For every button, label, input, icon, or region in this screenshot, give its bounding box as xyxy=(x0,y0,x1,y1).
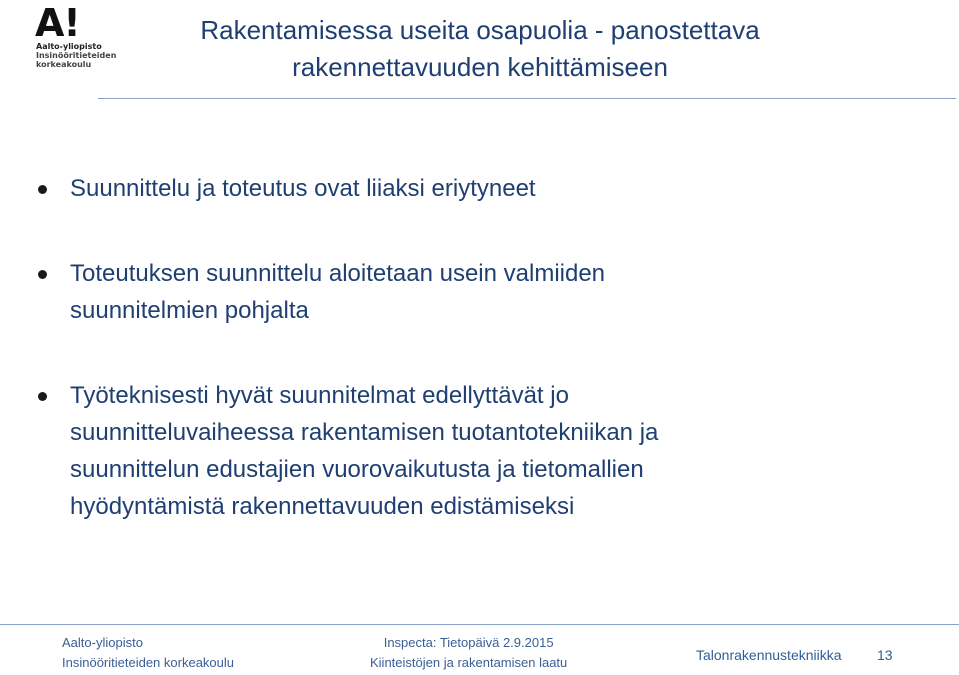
bullet-dot-icon xyxy=(38,270,47,279)
logo-text xyxy=(36,42,116,69)
bullet-list xyxy=(36,170,916,575)
slide-title-line-2: rakennettavuuden kehittämiseen xyxy=(292,52,668,82)
logo-line-3: korkeakoulu xyxy=(36,60,92,69)
logo-line-1: Aalto-yliopisto xyxy=(36,42,102,51)
bullet-text-line: Suunnittelu ja toteutus ovat liiaksi eriytyneet xyxy=(70,175,536,202)
bullet-text-line: suunnitteluvaiheessa rakentamisen tuotantotekniikan ja xyxy=(70,419,659,446)
title-divider xyxy=(98,98,956,99)
footer-divider xyxy=(0,624,959,625)
slide-title xyxy=(130,12,830,86)
bullet-text-line: Toteutuksen suunnittelu aloitetaan usein valmiiden xyxy=(70,260,606,287)
logo-mark: A! xyxy=(35,1,80,45)
bullet-text-line: Työteknisesti hyvät suunnitelmat edellyttävät jo xyxy=(70,382,569,409)
bullet-item xyxy=(36,170,916,207)
footer-organization xyxy=(62,633,234,673)
bullet-item xyxy=(36,377,916,525)
logo-line-2: Insinööritieteiden xyxy=(36,51,117,60)
bullet-text-line: suunnitelmien pohjalta xyxy=(70,297,309,324)
bullet-item xyxy=(36,255,916,329)
footer-event-line-2: Kiinteistöjen ja rakentamisen laatu xyxy=(370,655,568,670)
footer-organization-line-1: Aalto-yliopisto xyxy=(62,635,143,650)
footer-organization-line-2: Insinööritieteiden korkeakoulu xyxy=(62,655,234,670)
aalto-logo xyxy=(35,1,117,69)
bullet-text-line: hyödyntämistä rakennettavuuden edistämiseksi xyxy=(70,493,575,520)
bullet-text-line: suunnittelun edustajien vuorovaikutusta ja tietomallien xyxy=(70,456,644,483)
slide-title-line-1: Rakentamisessa useita osapuolia - panostettava xyxy=(200,15,760,45)
bullet-dot-icon xyxy=(38,392,47,401)
footer-event xyxy=(370,633,567,673)
page-number: 13 xyxy=(877,647,893,663)
footer-department: Talonrakennustekniikka xyxy=(696,647,842,663)
bullet-dot-icon xyxy=(38,185,47,194)
footer-event-line-1: Inspecta: Tietopäivä 2.9.2015 xyxy=(383,635,554,650)
